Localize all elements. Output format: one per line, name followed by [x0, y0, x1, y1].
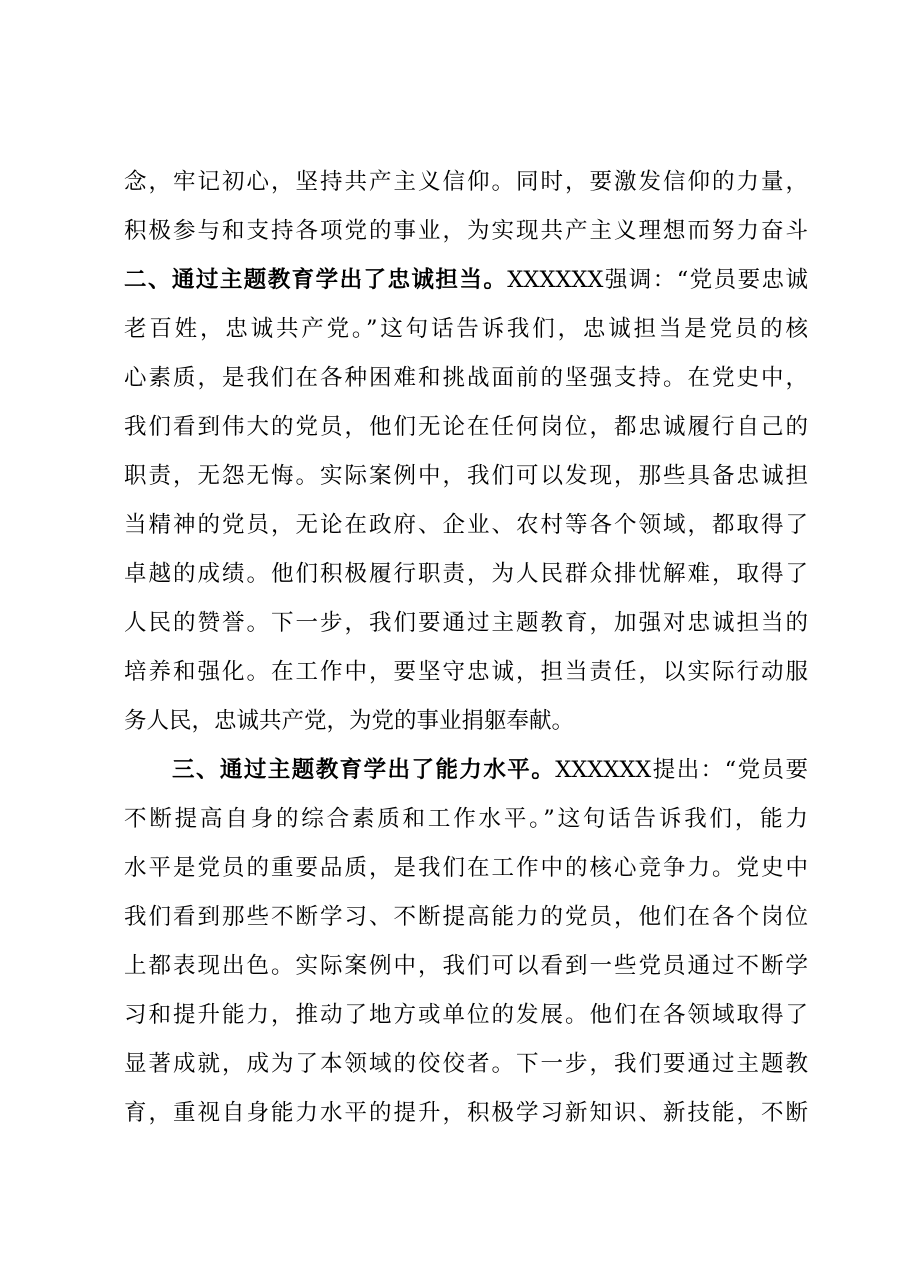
- body-line-2: 积极参与和支持各项党的事业，为实现共产主义理想而努力奋斗: [124, 218, 808, 244]
- body-line-10: 人民的赞誉。下一步，我们要通过主题教育，加强对忠诚担当的: [124, 610, 808, 636]
- body-line-11: 培养和强化。在工作中，要坚守忠诚，担当责任，以实际行动服: [124, 659, 808, 685]
- body-line-7: 职责，无怨无悔。实际案例中，我们可以发现，那些具备忠诚担: [124, 463, 808, 489]
- body-line-18: 习和提升能力，推动了地方或单位的发展。他们在各领域取得了: [124, 1002, 808, 1028]
- body-line-14: 不断提高自身的综合素质和工作水平。”这句话告诉我们，能力: [124, 806, 808, 832]
- body-line-4: 老百姓，忠诚共产党。”这句话告诉我们，忠诚担当是党员的核: [124, 316, 808, 342]
- section-3-line: [172, 750, 808, 790]
- section-2-line: [124, 260, 808, 300]
- body-line-16: 我们看到那些不断学习、不断提高能力的党员，他们在各个岗位: [124, 904, 808, 930]
- body-line-17: 上都表现出色。实际案例中，我们可以看到一些党员通过不断学: [124, 953, 808, 979]
- body-line-19: 显著成就，成为了本领域的佼佼者。下一步，我们要通过主题教: [124, 1051, 808, 1077]
- body-line-8: 当精神的党员，无论在政府、企业、农村等各个领域，都取得了: [124, 512, 808, 538]
- body-line-9: 卓越的成绩。他们积极履行职责，为人民群众排忧解难，取得了: [124, 561, 808, 587]
- body-line-5: 心素质，是我们在各种困难和挑战面前的坚强支持。在党史中，: [124, 365, 808, 391]
- body-line-20: 育，重视自身能力水平的提升，积极学习新知识、新技能，不断: [124, 1100, 808, 1126]
- section-2-heading: 二、通过主题教育学出了忠诚担当。: [124, 267, 508, 293]
- body-line-1: 念，牢记初心，坚持共产主义信仰。同时，要激发信仰的力量，: [124, 169, 808, 195]
- body-line-12: 务人民，忠诚共产党，为党的事业捐躯奉献。: [124, 708, 575, 734]
- body-line-6: 我们看到伟大的党员，他们无论在任何岗位，都忠诚履行自己的: [124, 414, 808, 440]
- body-line-15: 水平是党员的重要品质，是我们在工作中的核心竞争力。党史中: [124, 855, 808, 881]
- section-3-heading: 三、通过主题教育学出了能力水平。: [172, 757, 556, 783]
- section-2-lead: XXXXXX强调：“党员要忠诚: [507, 267, 808, 293]
- section-3-lead: XXXXXX提出：“党员要: [555, 757, 808, 783]
